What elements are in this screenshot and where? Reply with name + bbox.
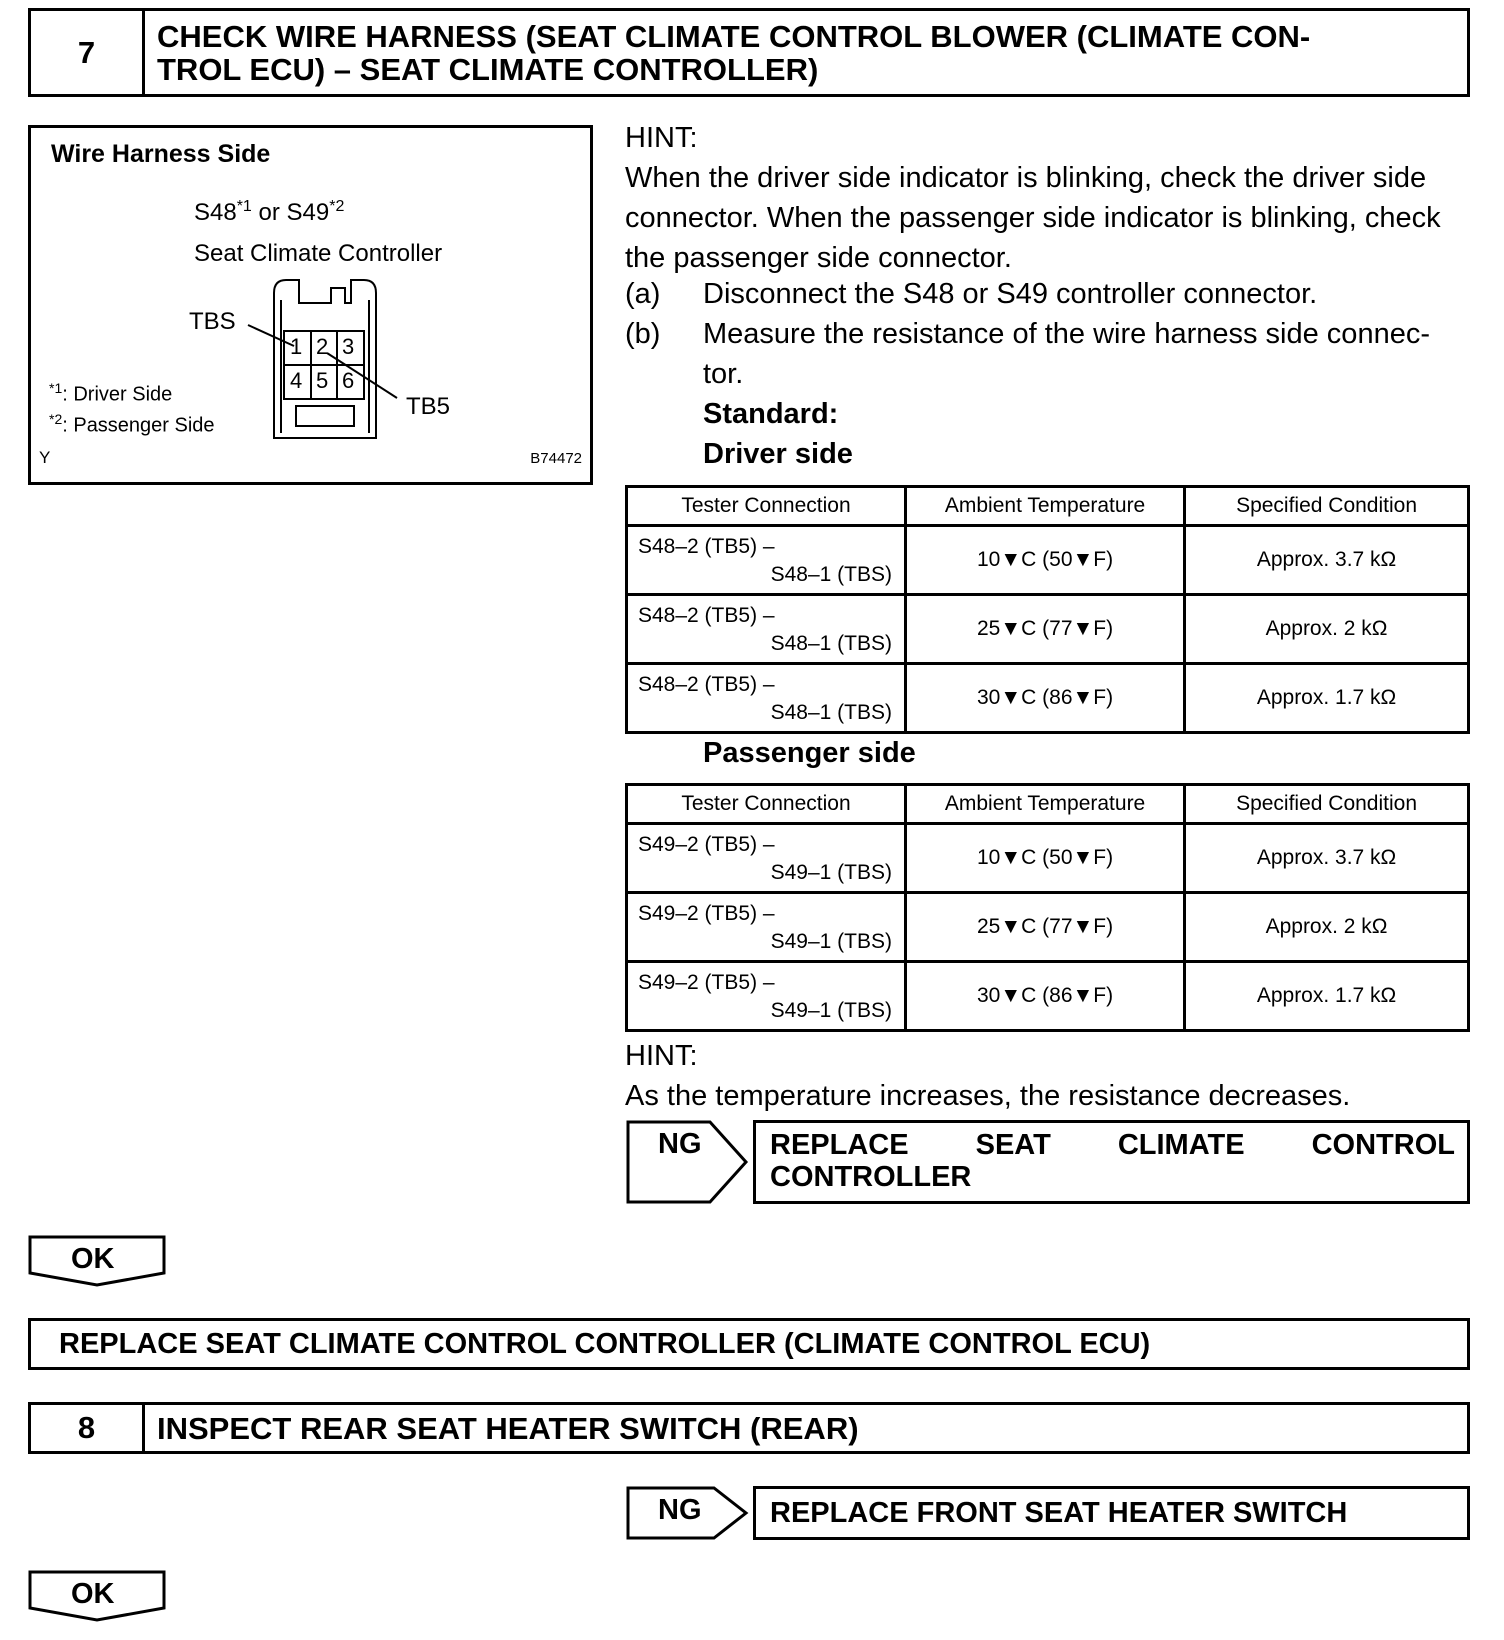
temperature-cell: 25▼C (77▼F) [906,893,1185,962]
condition-cell: Approx. 1.7 kΩ [1185,664,1469,733]
passenger-spec-table [625,783,1470,1032]
figure-heading: Wire Harness Side [51,140,271,168]
replace-controller-text: REPLACE SEAT CLIMATE CONTROL CONTROLLER (CLIMATE CONTROL ECU) [59,1328,1151,1360]
hint1-line3: the passenger side connector. [625,242,1012,274]
ng-result-box [753,1120,1470,1204]
wire-harness-figure [28,125,593,485]
figure-id: B74472 [530,450,582,467]
label-tbs: TBS [189,308,236,335]
ok-label: OK [71,1243,115,1275]
step-b-mark: (b) [625,318,661,350]
header-ambient-temperature: Ambient Temperature [906,487,1185,526]
header-ambient-temperature: Ambient Temperature [906,785,1185,824]
condition-cell: Approx. 2 kΩ [1185,893,1469,962]
driver-side-label: Driver side [703,438,853,470]
temperature-cell: 10▼C (50▼F) [906,526,1185,595]
condition-cell: Approx. 2 kΩ [1185,595,1469,664]
connector-id: S48$^{*1}$ or S49$^{*2}$ [194,198,345,226]
label-tb5: TB5 [406,393,451,420]
standard-label: Standard: [703,398,839,430]
temperature-cell: 30▼C (86▼F) [906,664,1185,733]
step7-title [157,11,1459,94]
table-row [627,595,1469,664]
step-a-text: Disconnect the S48 or S49 controller connector. [703,278,1318,310]
step7-header [28,8,1470,97]
table-row [627,664,1469,733]
condition-cell: Approx. 3.7 kΩ [1185,824,1469,893]
table-header-row [627,487,1469,526]
driver-spec-table [625,485,1470,734]
table-row [627,962,1469,1031]
step-a-mark: (a) [625,278,661,310]
table-row [627,526,1469,595]
header-tester-connection: Tester Connection [627,785,906,824]
pin-6: 6 [342,368,355,393]
pin-3: 3 [342,334,355,359]
ng-label: NG [658,1494,702,1526]
note-passenger-side: $^{*2}$: Passenger Side [49,411,215,437]
hint2-text: As the temperature increases, the resistance decreases. [625,1080,1351,1112]
step-b-line2: tor. [703,358,744,390]
hint1-line2: connector. When the passenger side indicator is blinking, check [625,202,1441,234]
condition-cell: Approx. 3.7 kΩ [1185,526,1469,595]
ng-result-text: REPLACE FRONT SEAT HEATER SWITCH [770,1497,1348,1529]
pin-2: 2 [316,334,329,359]
figure-corner-left: Y [39,448,51,467]
step7-title-line2: TROL ECU) – SEAT CLIMATE CONTROLLER) [157,51,819,87]
table-row [627,824,1469,893]
pin-4: 4 [290,368,303,393]
ng-result-line2: CONTROLLER [770,1161,972,1193]
tester-connection-cell: S49–2 (TB5) – S49–1 (TBS) [627,962,906,1031]
table-row [627,893,1469,962]
header-tester-connection: Tester Connection [627,487,906,526]
ng-result-line1: REPLACE SEAT CLIMATE CONTROL [770,1129,1455,1161]
ok-label: OK [71,1578,115,1610]
temperature-cell: 25▼C (77▼F) [906,595,1185,664]
hint1-line1: When the driver side indicator is blinking, check the driver side [625,162,1427,194]
tester-connection-cell: S49–2 (TB5) – S49–1 (TBS) [627,893,906,962]
step8-title: INSPECT REAR SEAT HEATER SWITCH (REAR) [157,1410,859,1446]
temperature-cell: 30▼C (86▼F) [906,962,1185,1031]
header-specified-condition: Specified Condition [1185,487,1469,526]
table-header-row [627,785,1469,824]
step8-header [28,1402,1470,1454]
pin-5: 5 [316,368,329,393]
note-driver-side: $^{*1}$: Driver Side [49,380,173,406]
header-specified-condition: Specified Condition [1185,785,1469,824]
passenger-side-label: Passenger side [703,737,916,769]
step-b-line1: Measure the resistance of the wire harness side connec- [703,318,1430,350]
connector-name: Seat Climate Controller [194,240,443,267]
hint1-block [625,118,1470,278]
pin-1: 1 [290,334,303,359]
ng-label: NG [658,1128,702,1160]
replace-controller-box [28,1318,1470,1370]
temperature-cell: 10▼C (50▼F) [906,824,1185,893]
tester-connection-cell: S48–2 (TB5) – S48–1 (TBS) [627,526,906,595]
step7-title-line1: CHECK WIRE HARNESS (SEAT CLIMATE CONTROL BLOWER (CLIMATE CON- [157,18,1311,54]
hint2-label: HINT: [625,1040,698,1072]
hint1-label: HINT: [625,122,698,154]
step7-number: 7 [31,11,145,94]
tester-connection-cell: S49–2 (TB5) – S49–1 (TBS) [627,824,906,893]
tester-connection-cell: S48–2 (TB5) – S48–1 (TBS) [627,664,906,733]
step8-number: 8 [31,1405,145,1451]
ng-result-box [753,1486,1470,1540]
tester-connection-cell: S48–2 (TB5) – S48–1 (TBS) [627,595,906,664]
condition-cell: Approx. 1.7 kΩ [1185,962,1469,1031]
